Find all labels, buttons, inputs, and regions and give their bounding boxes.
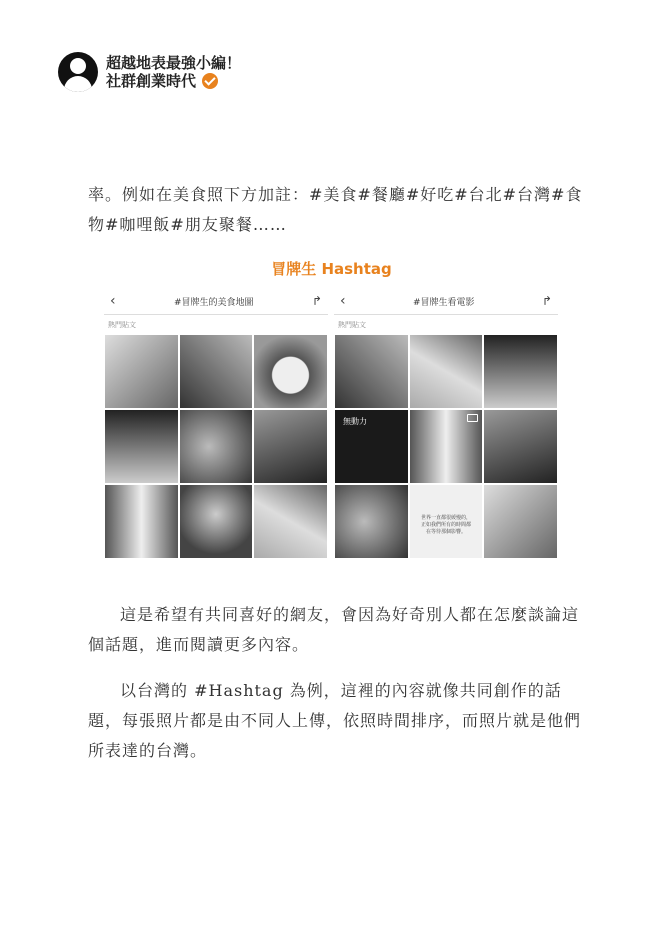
video-camera-icon <box>467 414 478 422</box>
photo-thumbnail[interactable] <box>484 485 557 558</box>
right-screenshot-panel <box>334 288 558 564</box>
photo-thumbnail[interactable] <box>335 335 408 408</box>
paragraph-2: 這是希望有共同喜好的網友，會因為好奇別人都在怎麼談論這個話題，進而閱讀更多內容。 <box>88 605 580 654</box>
photo-thumbnail[interactable] <box>335 485 408 558</box>
photo-thumbnail[interactable] <box>254 410 327 483</box>
paragraph-3: 以台灣的 #Hashtag 為例，這裡的內容就像共同創作的話題，每張照片都是由不同人上傳，依照時間排序，而照片就是他們所表達的台灣。 <box>88 681 582 760</box>
photo-thumbnail[interactable] <box>180 485 253 558</box>
left-panel-title: #冒牌生的美食地圖 <box>174 297 254 308</box>
photo-thumbnail[interactable] <box>254 335 327 408</box>
chevron-left-icon[interactable]: ‹ <box>340 293 346 309</box>
text-photo-thumbnail[interactable] <box>410 485 483 558</box>
poster-title: 無動力 <box>343 417 367 426</box>
share-arrow-icon[interactable]: ↱ <box>541 294 552 308</box>
photo-thumbnail[interactable] <box>484 335 557 408</box>
author-header <box>58 52 241 92</box>
photo-thumbnail[interactable] <box>105 410 178 483</box>
avatar-icon <box>58 52 98 92</box>
video-thumbnail[interactable] <box>410 410 483 483</box>
header-subtitle: 社群創業時代 <box>106 72 197 90</box>
photo-thumbnail[interactable] <box>105 485 178 558</box>
photo-thumbnail[interactable] <box>105 335 178 408</box>
right-panel-section-label: 熱門貼文 <box>338 321 366 329</box>
left-photo-grid <box>104 335 328 558</box>
figure-caption: 冒牌生 Hashtag <box>271 260 392 278</box>
left-panel-nav <box>104 288 328 315</box>
chevron-left-icon[interactable]: ‹ <box>110 293 116 309</box>
photo-thumbnail[interactable] <box>410 335 483 408</box>
verified-check-icon <box>202 73 218 89</box>
right-photo-grid <box>334 335 558 558</box>
thumbnail-quote: 世界一直都很緩慢的，正如我們所有的時間都在等待那個影響。 <box>420 515 471 535</box>
header-title: 超越地表最強小編！ <box>106 54 242 72</box>
share-arrow-icon[interactable]: ↱ <box>311 294 322 308</box>
photo-thumbnail[interactable] <box>484 410 557 483</box>
photo-thumbnail[interactable] <box>254 485 327 558</box>
photo-thumbnail[interactable] <box>180 410 253 483</box>
left-screenshot-panel <box>104 288 328 564</box>
photo-thumbnail[interactable] <box>180 335 253 408</box>
movie-poster-thumbnail[interactable] <box>335 410 408 483</box>
left-panel-section-label: 熱門貼文 <box>108 321 136 329</box>
paragraph-1: 率。例如在美食照下方加註：#美食#餐廳#好吃#台北#台灣#食物#咖哩飯#朋友聚餐…… <box>88 185 583 234</box>
right-panel-title: #冒牌生看電影 <box>413 297 475 308</box>
right-panel-nav <box>334 288 558 315</box>
